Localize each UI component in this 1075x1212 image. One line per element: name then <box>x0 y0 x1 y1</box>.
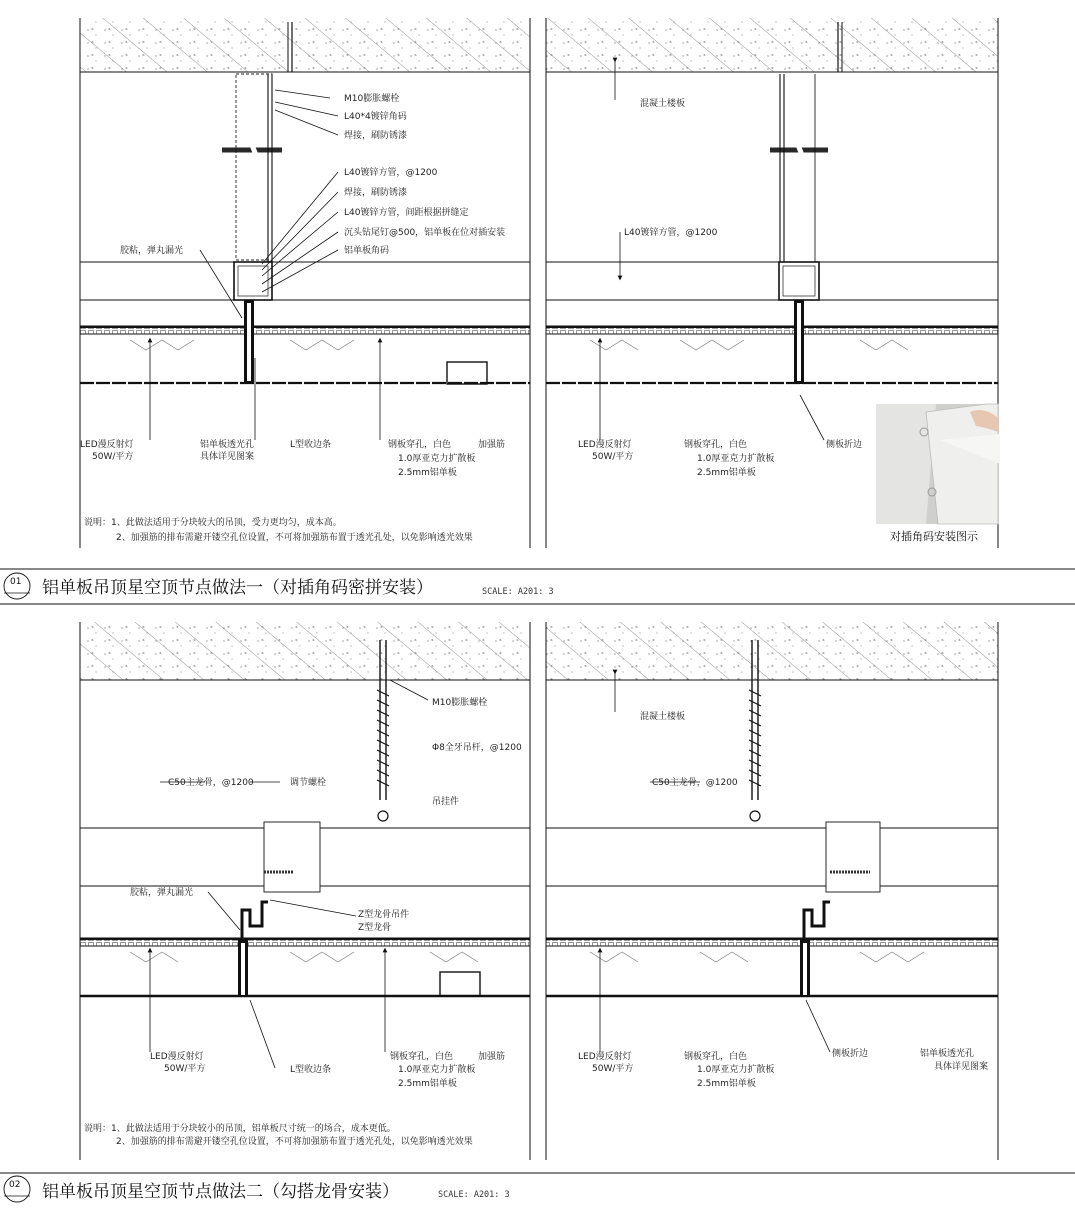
label-diffuser: 1.0厚亚克力扩散板 <box>398 454 476 464</box>
label-aluminum-right: 2.5mm铝单板 <box>697 468 756 478</box>
label-diffuser-2: 1.0厚亚克力扩散板 <box>398 1065 476 1075</box>
label-diffuser-right: 1.0厚亚克力扩散板 <box>697 454 775 464</box>
label-hanger: 吊挂件 <box>432 797 460 807</box>
label-l-trim-2: L型收边条 <box>290 1065 332 1075</box>
label-slab: 混凝土楼板 <box>640 99 686 109</box>
detail-scale-1: SCALE: A201: 3 <box>482 587 554 597</box>
photo-caption: 对插角码安装图示 <box>890 530 978 543</box>
keel-box-right <box>826 822 880 892</box>
label-anchor-bolt-2: M10膨胀螺栓 <box>432 698 488 708</box>
label-perforation: 铝单板透光孔 <box>200 440 255 450</box>
label-angle-steel: L40*4镀锌角码 <box>344 112 407 122</box>
label-corner-code: 铝单板角码 <box>344 246 390 256</box>
label-aluminum-right-2: 2.5mm铝单板 <box>697 1079 756 1089</box>
label-weld-2: 焊接，刷防锈漆 <box>344 188 408 198</box>
label-steel-panel: 钢板穿孔，白色 <box>388 440 452 450</box>
label-glue: 胶粘，弹丸漏光 <box>120 246 184 256</box>
label-diffuser-right-2: 1.0厚亚克力扩散板 <box>697 1065 775 1075</box>
label-fold-edge: 侧板折边 <box>826 440 863 450</box>
label-square-tube: L40镀锌方管，@1200 <box>344 168 438 178</box>
label-reinforce: 加强筋 <box>478 440 506 450</box>
label-anchor-bolt: M10膨胀螺栓 <box>344 94 400 104</box>
label-slab-2: 混凝土楼板 <box>640 712 686 722</box>
label-led-2: LED漫反射灯 <box>150 1052 204 1062</box>
label-led-right-2: LED漫反射灯 <box>578 1052 632 1062</box>
label-perforation-2: 具体详见图案 <box>200 452 255 462</box>
label-l-trim: L型收边条 <box>290 440 332 450</box>
label-led-power-right: 50W/平方 <box>592 452 634 462</box>
detail-number-1: 01 <box>10 577 22 587</box>
note-2-1: 说明：1、此做法适用于分块较小的吊顶，铝单板尺寸统一的场合，成本更低。 <box>84 1124 396 1134</box>
keel-box-left <box>264 822 320 892</box>
note-2-2: 2、加强筋的排布需避开镂空孔位设置，不可将加强筋布置于透光孔处，以免影响透光效果 <box>116 1137 473 1147</box>
detail-number-2: 02 <box>9 1180 21 1190</box>
label-glue-2: 胶粘，弹丸漏光 <box>130 888 194 898</box>
label-led-power: 50W/平方 <box>92 452 134 462</box>
label-self-tap: 沉头钻尾钉@500，铝单板在位对插安装 <box>344 228 506 238</box>
note-2: 2、加强筋的排布需避开镂空孔位设置，不可将加强筋布置于透光孔处，以免影响透光效果 <box>116 533 473 543</box>
label-led: LED漫反射灯 <box>80 440 134 450</box>
note-1: 说明：1、此做法适用于分块较大的吊顶，受力更均匀，成本高。 <box>84 518 342 528</box>
label-square-tube-right: L40镀锌方管，@1200 <box>624 228 718 238</box>
detail-2 <box>80 622 998 1160</box>
label-square-tube-2: L40镀锌方管，间距根据拼缝定 <box>344 208 469 218</box>
detail-1 <box>80 18 1000 548</box>
label-z-hanger: Z型龙骨吊件 <box>358 910 410 920</box>
label-steel-panel-right-2: 钢板穿孔，白色 <box>684 1052 748 1062</box>
label-fold-edge-2: 侧板折边 <box>832 1049 869 1059</box>
label-perforation-2r: 铝单板透光孔 <box>920 1049 975 1059</box>
label-main-keel-right: C50主龙骨，@1200 <box>652 778 738 788</box>
label-perforation-2r-b: 具体详见图案 <box>934 1062 989 1072</box>
label-z-keel: Z型龙骨 <box>358 923 392 933</box>
label-weld: 焊接，刷防锈漆 <box>344 131 408 141</box>
label-adj: 调节螺栓 <box>290 778 327 788</box>
label-steel-panel-right: 钢板穿孔，白色 <box>684 440 748 450</box>
detail-title-2: 铝单板吊顶星空顶节点做法二（勾搭龙骨安装） <box>42 1182 399 1202</box>
detail-title-1: 铝单板吊顶星空顶节点做法一（对插角码密拼安装） <box>42 578 433 598</box>
concrete-aggregate <box>80 18 530 72</box>
label-aluminum: 2.5mm铝单板 <box>398 468 457 478</box>
label-rod: Φ8全牙吊杆，@1200 <box>432 743 522 753</box>
label-reinforce-2: 加强筋 <box>478 1052 506 1062</box>
leader-lines-2 <box>150 672 830 1068</box>
label-led-power-2: 50W/平方 <box>164 1064 206 1074</box>
label-main-keel: C50主龙骨，@1200 <box>168 778 254 788</box>
label-aluminum-2: 2.5mm铝单板 <box>398 1079 457 1089</box>
detail-scale-2: SCALE: A201: 3 <box>438 1190 510 1200</box>
label-steel-panel-2: 钢板穿孔，白色 <box>390 1052 454 1062</box>
label-led-right: LED漫反射灯 <box>578 440 632 450</box>
install-photo <box>876 404 1000 524</box>
label-led-power-right-2: 50W/平方 <box>592 1064 634 1074</box>
